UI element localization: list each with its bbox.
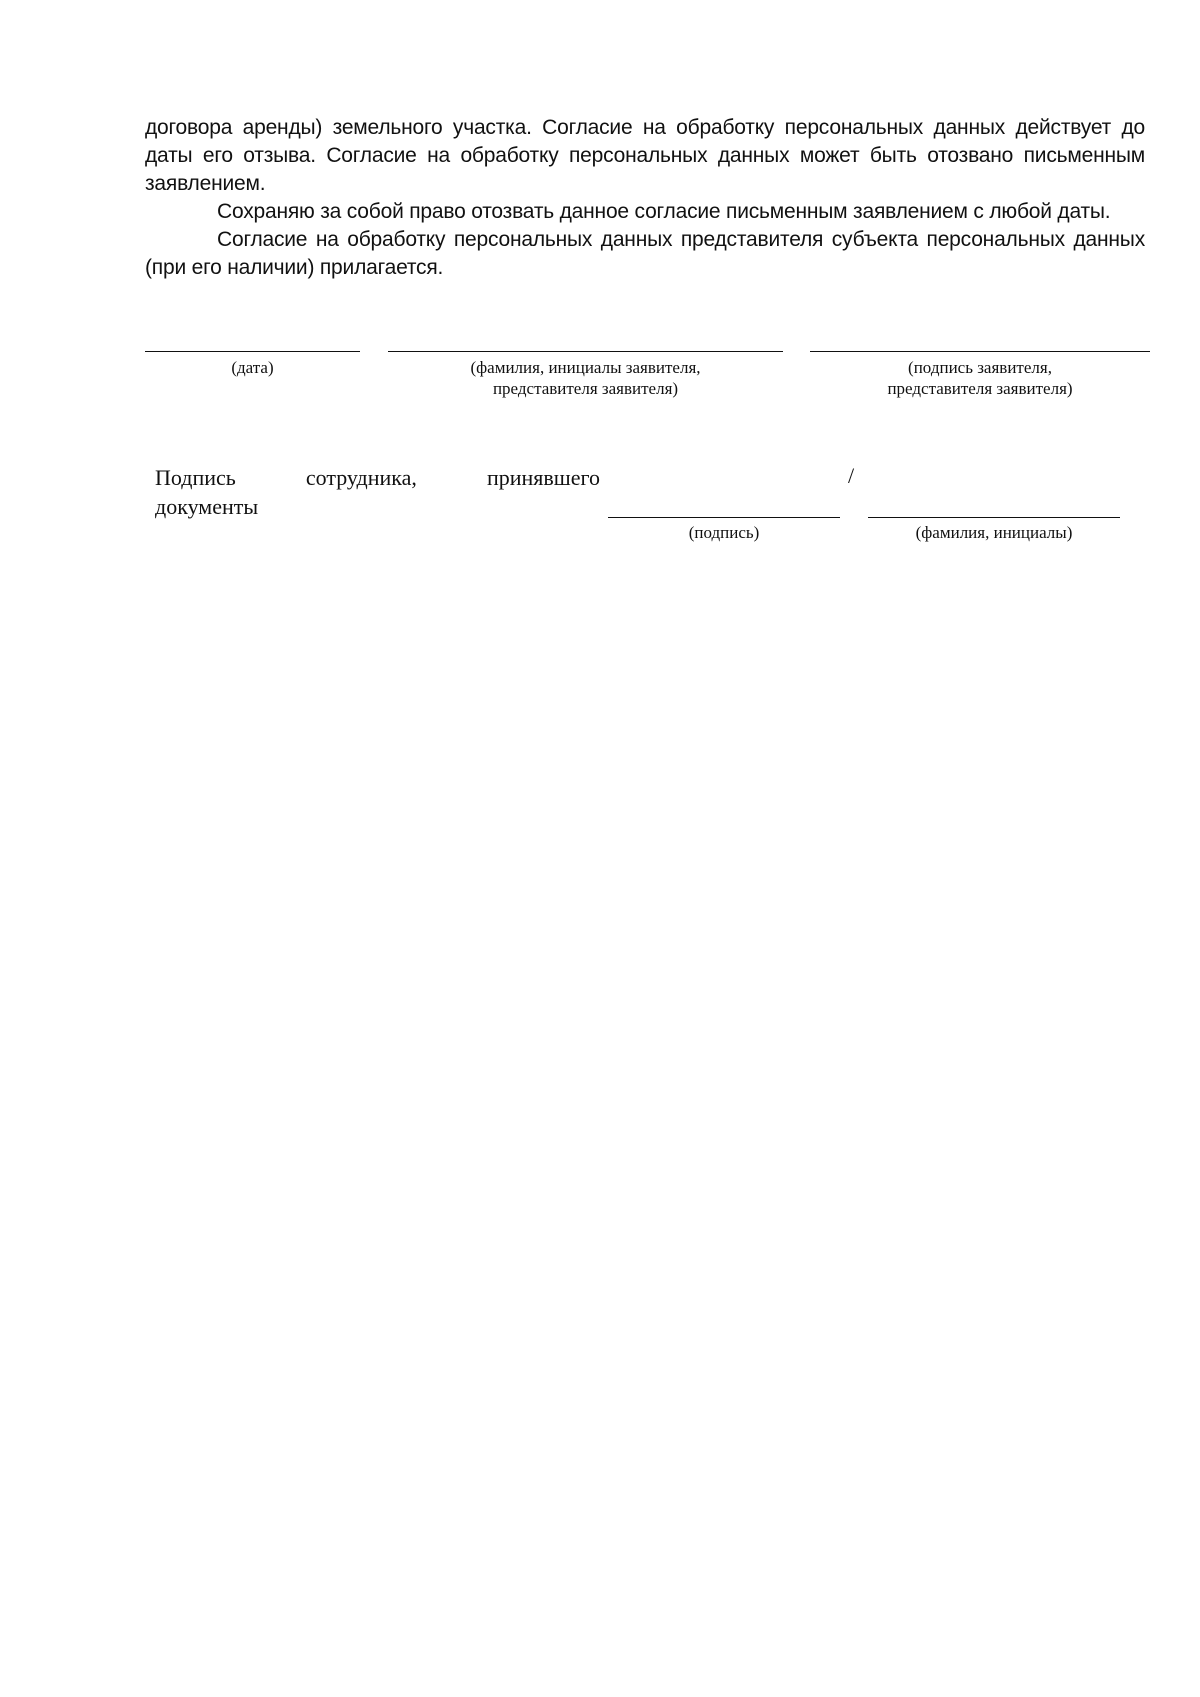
- applicant-signature-caption-line2: представителя заявителя): [887, 379, 1073, 398]
- applicant-signature-caption-line1: (подпись заявителя,: [908, 358, 1052, 377]
- paragraph-representative-consent: Согласие на обработку персональных данных представителя субъекта персональных данных (при его наличии) прилагается.: [145, 228, 1145, 279]
- applicant-signature-caption: [810, 357, 1150, 399]
- date-caption: [145, 357, 360, 378]
- paragraph-right-to-revoke: Сохраняю за собой право отозвать данное согласие письменным заявлением с любой даты.: [217, 200, 1111, 223]
- staff-signature-line: [608, 517, 840, 518]
- staff-label-word3: принявшего: [486, 465, 600, 490]
- staff-signature-label-line2: документы: [155, 494, 259, 519]
- consent-text: [145, 114, 1145, 282]
- paragraph-consent-validity: договора аренды) земельного участка. Согласие на обработку персональных данных действует до даты его отзыва. Согласие на обработку персональных данных может быть отозвано письменным заявлением.: [145, 116, 1145, 195]
- staff-signature-label-line1: [155, 463, 600, 492]
- staff-signature-caption: [608, 522, 840, 543]
- date-line: [145, 351, 360, 352]
- staff-signature-label: [155, 463, 600, 521]
- staff-name-line: [868, 517, 1120, 518]
- applicant-name-caption-line2: представителя заявителя): [492, 379, 679, 398]
- date-caption-text: (дата): [231, 358, 274, 377]
- staff-signature-caption-text: (подпись): [688, 523, 760, 542]
- staff-name-caption-text: (фамилия, инициалы): [915, 523, 1073, 542]
- applicant-name-caption-line1: (фамилия, инициалы заявителя,: [470, 358, 701, 377]
- staff-name-caption: [868, 522, 1120, 543]
- staff-label-word1: Подпись: [155, 465, 236, 490]
- applicant-name-caption: [388, 357, 783, 399]
- applicant-signature-line: [810, 351, 1150, 352]
- applicant-name-line: [388, 351, 783, 352]
- staff-label-word2: сотрудника,: [305, 465, 417, 490]
- signature-separator: /: [848, 463, 855, 488]
